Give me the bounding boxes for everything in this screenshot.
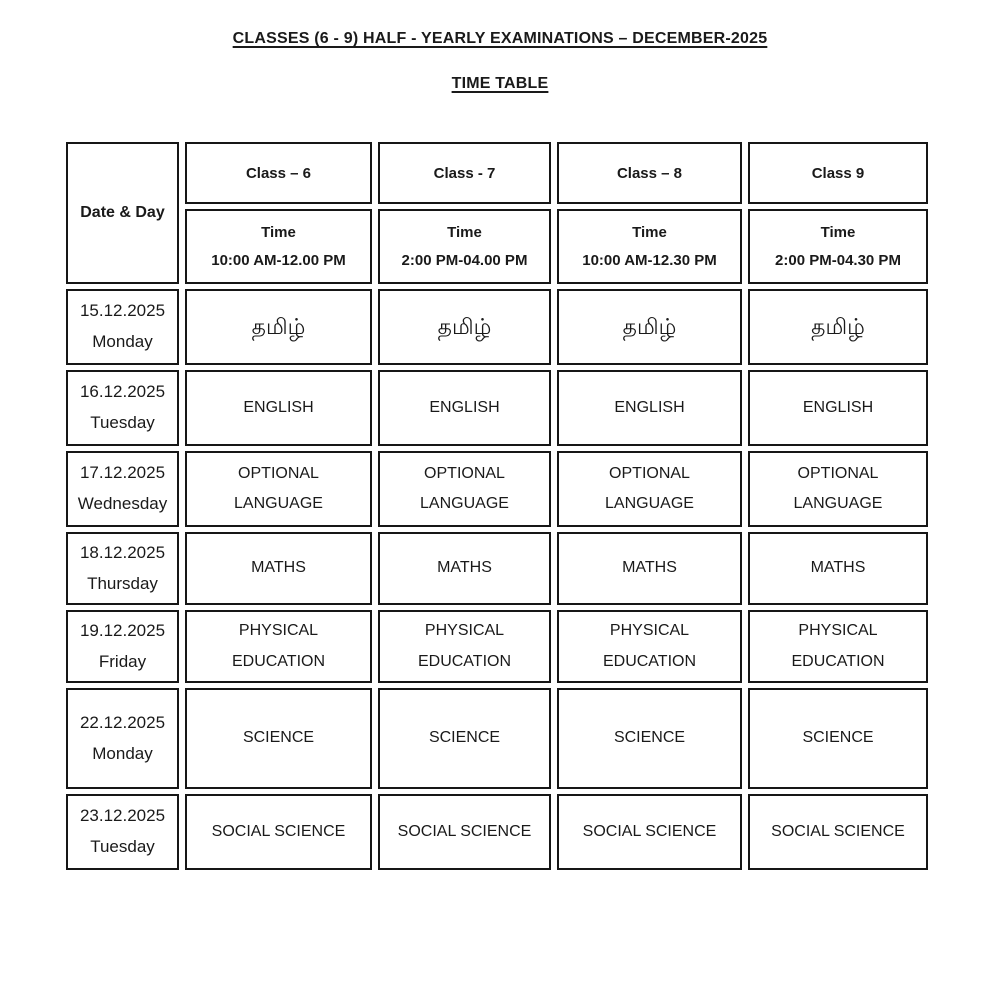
class-8-header: Class – 8	[557, 142, 742, 204]
day-text: Monday	[92, 743, 153, 763]
date-cell	[66, 370, 179, 446]
date-text: 19.12.2025	[79, 620, 166, 640]
class-6-time-cell	[185, 209, 372, 284]
date-text: 18.12.2025	[79, 542, 166, 562]
day-text: Tuesday	[90, 413, 155, 432]
date-day-header: Date & Day	[66, 142, 179, 284]
subject-cell: SOCIAL SCIENCE	[378, 794, 551, 870]
timetable-container	[60, 137, 934, 875]
day-text: Wednesday	[77, 494, 168, 513]
subject-cell: OPTIONAL LANGUAGE	[557, 451, 742, 527]
day-text: Friday	[98, 651, 147, 671]
class-6-header: Class – 6	[185, 142, 372, 204]
subject-cell: ENGLISH	[748, 370, 928, 446]
subject-cell: MATHS	[748, 532, 928, 605]
subject-cell: ENGLISH	[185, 370, 372, 446]
date-cell	[66, 688, 179, 789]
table-row	[66, 610, 928, 683]
subject-cell: MATHS	[557, 532, 742, 605]
date-cell	[66, 610, 179, 683]
subject-cell: ENGLISH	[378, 370, 551, 446]
subject-cell: SCIENCE	[378, 688, 551, 789]
day-text: Tuesday	[90, 837, 155, 856]
time-label: Time	[820, 223, 856, 241]
subject-cell: OPTIONAL LANGUAGE	[185, 451, 372, 527]
subject-cell: PHYSICAL EDUCATION	[378, 610, 551, 683]
subject-cell: தமிழ்	[748, 289, 928, 365]
date-cell	[66, 289, 179, 365]
date-text: 17.12.2025	[79, 463, 166, 483]
date-text: 16.12.2025	[79, 382, 166, 402]
subject-cell: தமிழ்	[185, 289, 372, 365]
date-text: 15.12.2025	[79, 301, 166, 321]
class-header-row	[66, 142, 928, 204]
date-text: 22.12.2025	[79, 712, 166, 732]
day-text: Monday	[92, 332, 153, 351]
subject-cell: ENGLISH	[557, 370, 742, 446]
subject-cell: SCIENCE	[185, 688, 372, 789]
table-row	[66, 370, 928, 446]
subject-cell: SOCIAL SCIENCE	[557, 794, 742, 870]
table-row	[66, 451, 928, 527]
page-title: CLASSES (6 - 9) HALF - YEARLY EXAMINATIONS – DECEMBER-2025	[232, 30, 768, 47]
time-label: Time	[447, 223, 482, 241]
day-text: Thursday	[87, 573, 158, 593]
subject-cell: PHYSICAL EDUCATION	[185, 610, 372, 683]
subject-cell: OPTIONAL LANGUAGE	[748, 451, 928, 527]
time-label: Time	[261, 223, 296, 241]
subject-cell: தமிழ்	[557, 289, 742, 365]
subject-cell: MATHS	[378, 532, 551, 605]
subject-cell: PHYSICAL EDUCATION	[748, 610, 928, 683]
class-8-time-cell	[557, 209, 742, 284]
date-cell	[66, 794, 179, 870]
date-cell	[66, 451, 179, 527]
page-subtitle: TIME TABLE	[451, 75, 549, 92]
subject-cell: SCIENCE	[557, 688, 742, 789]
class-7-time-range: 2:00 PM-04.00 PM	[401, 251, 528, 269]
date-cell	[66, 532, 179, 605]
class-9-time-range: 2:00 PM-04.30 PM	[775, 251, 901, 269]
class-7-header: Class - 7	[378, 142, 551, 204]
time-label: Time	[632, 223, 667, 241]
class-9-header: Class 9	[748, 142, 928, 204]
table-row	[66, 289, 928, 365]
subject-cell: PHYSICAL EDUCATION	[557, 610, 742, 683]
class-7-time-cell	[378, 209, 551, 284]
subject-cell: தமிழ்	[378, 289, 551, 365]
table-row	[66, 532, 928, 605]
class-6-time-range: 10:00 AM-12.00 PM	[211, 251, 346, 269]
subject-cell: SCIENCE	[748, 688, 928, 789]
exam-timetable	[60, 137, 934, 875]
subject-cell: SOCIAL SCIENCE	[748, 794, 928, 870]
subject-cell: MATHS	[185, 532, 372, 605]
time-header-row	[66, 209, 928, 284]
date-text: 23.12.2025	[79, 806, 166, 826]
class-8-time-range: 10:00 AM-12.30 PM	[582, 251, 717, 269]
table-row	[66, 794, 928, 870]
subject-cell: OPTIONAL LANGUAGE	[378, 451, 551, 527]
subject-cell: SOCIAL SCIENCE	[185, 794, 372, 870]
class-9-time-cell	[748, 209, 928, 284]
table-row	[66, 688, 928, 789]
